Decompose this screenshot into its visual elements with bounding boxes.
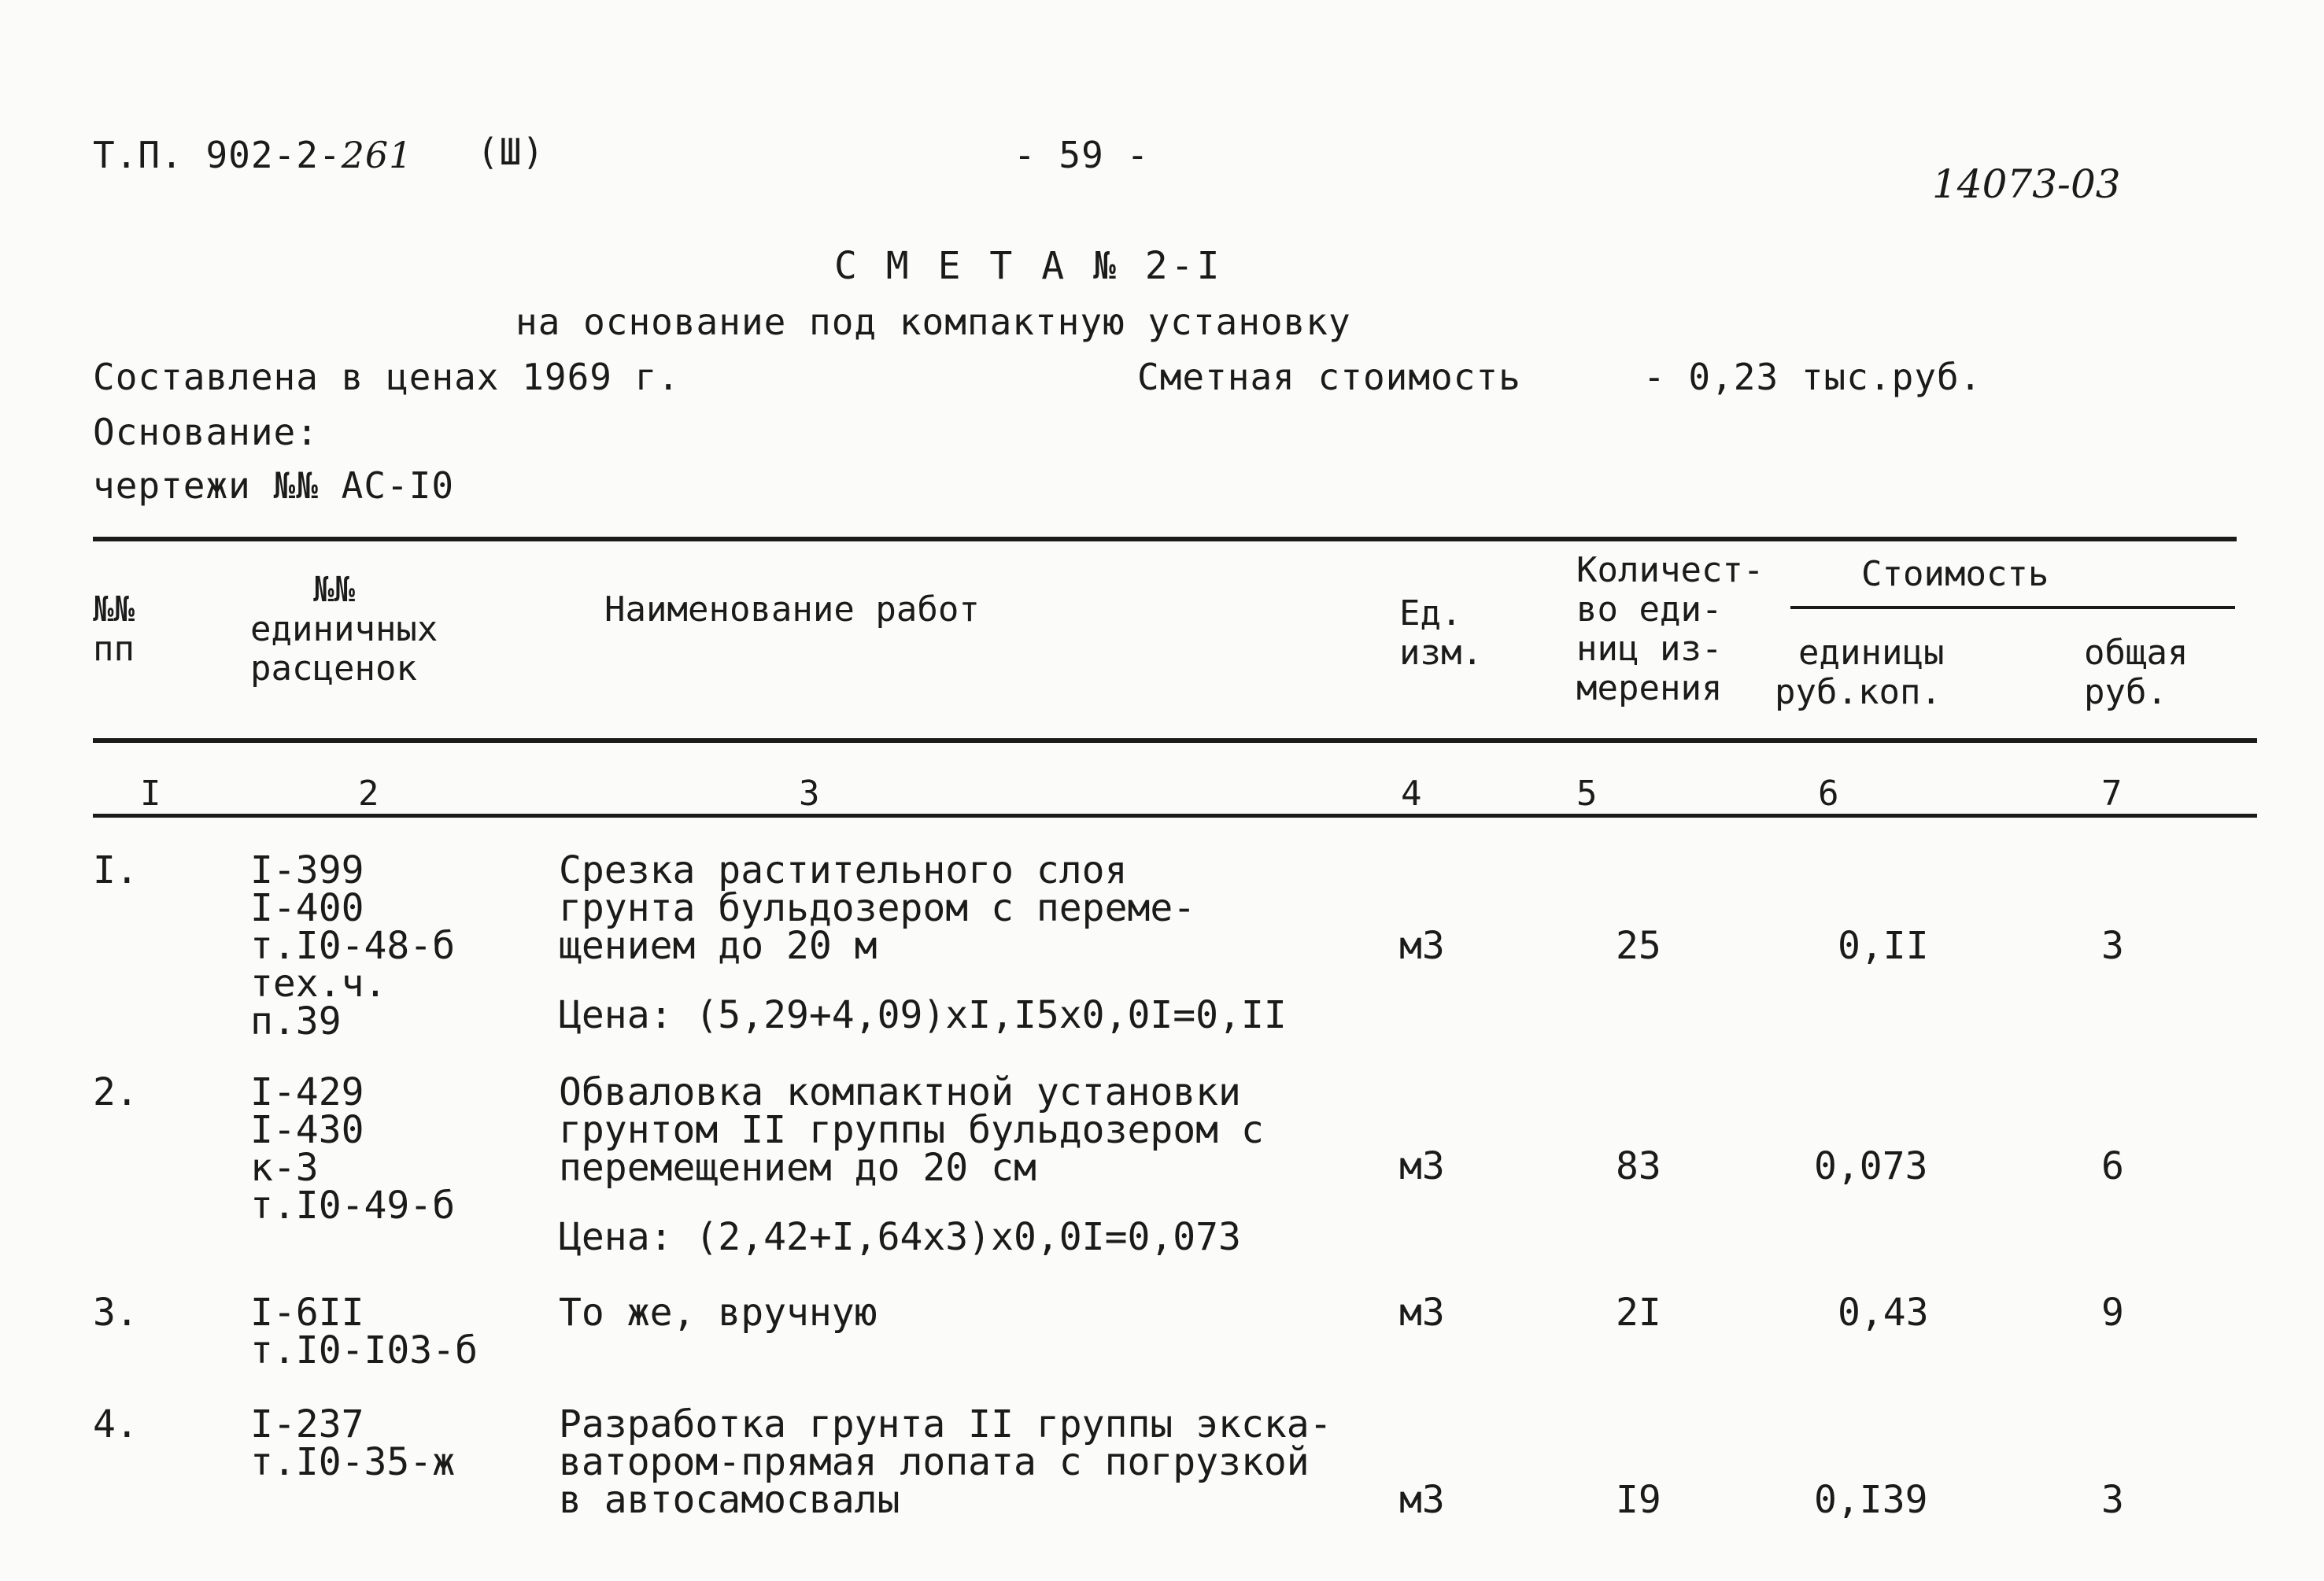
header-col-codes bbox=[250, 571, 438, 689]
row-code: I-237 bbox=[250, 1402, 364, 1446]
row-number: 2. bbox=[93, 1070, 139, 1114]
estimated-cost-value: - 0,23 тыс.руб. bbox=[1643, 356, 1982, 398]
row-description-line: Разработка грунта II группы экска- bbox=[559, 1402, 1332, 1446]
header-col-num bbox=[93, 590, 135, 669]
header-col-unit-cost bbox=[1775, 634, 1944, 712]
row-description-line: щением до 20 м bbox=[559, 924, 878, 968]
header-col-quantity-line: мерения bbox=[1576, 668, 1723, 708]
row-code: I-400 bbox=[250, 886, 364, 930]
row-number: 3. bbox=[93, 1291, 139, 1335]
row-price-note: Цена: (5,29+4,09)хI,I5х0,0I=0,II bbox=[559, 993, 1287, 1037]
row-total: 9 bbox=[2101, 1291, 2124, 1335]
row-unit-cost: 0,I39 bbox=[1814, 1478, 1928, 1522]
row-quantity: 83 bbox=[1616, 1144, 1661, 1188]
header-col-total-line: руб. bbox=[2084, 672, 2167, 712]
row-unit: м3 bbox=[1399, 1291, 1445, 1335]
column-number: 4 bbox=[1401, 774, 1422, 814]
row-code: т.I0-35-ж bbox=[250, 1440, 456, 1484]
row-codes bbox=[250, 848, 456, 1044]
archive-number: 14073-03 bbox=[1932, 161, 2121, 207]
column-numbers-rule bbox=[93, 814, 2257, 818]
row-total: 3 bbox=[2101, 1478, 2124, 1522]
row-codes bbox=[250, 1402, 456, 1484]
row-unit-cost: 0,43 bbox=[1838, 1291, 1929, 1335]
row-codes bbox=[250, 1070, 456, 1228]
row-description bbox=[559, 1402, 1332, 1522]
row-total: 6 bbox=[2101, 1144, 2124, 1188]
header-col-num-line: №№ bbox=[93, 589, 135, 630]
basis-drawings: чертежи №№ АС-I0 bbox=[93, 464, 455, 507]
row-code: I-6II bbox=[250, 1291, 364, 1335]
header-col-codes-line: №№ bbox=[313, 570, 355, 610]
row-unit: м3 bbox=[1399, 1478, 1445, 1522]
row-unit: м3 bbox=[1399, 1144, 1445, 1188]
column-number: I bbox=[140, 774, 161, 814]
row-unit-cost: 0,II bbox=[1838, 924, 1929, 968]
header-col-codes-line: расценок bbox=[250, 648, 417, 689]
row-code: т.I0-48-б bbox=[250, 924, 456, 968]
header-bottom-rule bbox=[93, 738, 2257, 743]
estimated-cost-label: Сметная стоимость bbox=[1137, 356, 1521, 398]
row-quantity: 25 bbox=[1616, 924, 1661, 968]
header-col-unit-line: Ед. bbox=[1399, 593, 1462, 634]
header-col-unit-line: изм. bbox=[1399, 633, 1483, 673]
header-col-quantity-line: Количест- bbox=[1576, 550, 1764, 590]
row-unit: м3 bbox=[1399, 924, 1445, 968]
header-cost-group: Стоимость bbox=[1861, 554, 2049, 594]
section-mark: (Ш) bbox=[477, 131, 545, 173]
row-code: т.I0-I03-б bbox=[250, 1328, 478, 1372]
basis-label: Основание: bbox=[93, 411, 319, 453]
document-code bbox=[93, 134, 412, 176]
column-number: 3 bbox=[799, 774, 820, 814]
column-number: 6 bbox=[1818, 774, 1839, 814]
row-number: I. bbox=[93, 848, 139, 892]
header-col-quantity-line: во еди- bbox=[1576, 589, 1723, 630]
header-col-total bbox=[2084, 634, 2188, 712]
column-number: 5 bbox=[1576, 774, 1598, 814]
row-code: т.I0-49-б bbox=[250, 1184, 456, 1228]
row-description-line: ватором-прямая лопата с погрузкой bbox=[559, 1440, 1310, 1484]
header-col-quantity bbox=[1576, 551, 1764, 708]
header-col-codes-line: единичных bbox=[250, 609, 438, 649]
row-unit-cost: 0,073 bbox=[1814, 1144, 1928, 1188]
row-price-note: Цена: (2,42+I,64х3)х0,0I=0,073 bbox=[559, 1215, 1241, 1259]
document-title: С М Е Т А № 2-I bbox=[834, 244, 1223, 288]
cost-group-rule bbox=[1790, 606, 2235, 609]
row-description-line: Обваловка компактной установки bbox=[559, 1070, 1241, 1114]
column-number: 7 bbox=[2101, 774, 2123, 814]
row-code: I-430 bbox=[250, 1108, 364, 1152]
code-handwritten: 261 bbox=[341, 134, 413, 176]
header-col-total-line: общая bbox=[2084, 633, 2189, 673]
header-col-quantity-line: ниц из- bbox=[1576, 629, 1723, 669]
row-description-line: грунтом II группы бульдозером с bbox=[559, 1108, 1264, 1152]
row-description bbox=[559, 1070, 1264, 1190]
row-code: к-3 bbox=[250, 1146, 319, 1190]
code-prefix: Т.П. 902-2- bbox=[93, 134, 342, 176]
row-code: I-399 bbox=[250, 848, 364, 892]
header-col-unit-cost-line: единицы bbox=[1798, 633, 1945, 673]
row-total: 3 bbox=[2101, 924, 2124, 968]
row-codes bbox=[250, 1291, 478, 1372]
row-quantity: 2I bbox=[1616, 1291, 1661, 1335]
row-quantity: I9 bbox=[1616, 1478, 1661, 1522]
table-top-rule bbox=[93, 537, 2237, 541]
row-code: п.39 bbox=[250, 999, 342, 1044]
row-description-line: в автосамосвалы bbox=[559, 1478, 900, 1522]
column-number: 2 bbox=[358, 774, 379, 814]
row-description-line: Срезка растительного слоя bbox=[559, 848, 1128, 892]
document-subtitle: на основание под компактную установку bbox=[515, 301, 1351, 343]
page-number: - 59 - bbox=[1014, 134, 1150, 176]
header-col-unit-cost-line: руб.коп. bbox=[1775, 672, 1942, 712]
row-number: 4. bbox=[93, 1402, 139, 1446]
header-col-unit bbox=[1399, 594, 1483, 673]
row-description: То же, вручную bbox=[559, 1291, 878, 1335]
row-description-line: грунта бульдозером с переме- bbox=[559, 886, 1196, 930]
row-description-line: перемещением до 20 см bbox=[559, 1146, 1036, 1190]
row-description bbox=[559, 848, 1196, 968]
row-code: тех.ч. bbox=[250, 962, 387, 1006]
header-col-name: Наименование работ bbox=[604, 589, 980, 630]
row-code: I-429 bbox=[250, 1070, 364, 1114]
prices-year: Составлена в ценах 1969 г. bbox=[93, 356, 681, 398]
header-col-num-line: пп bbox=[93, 629, 135, 669]
